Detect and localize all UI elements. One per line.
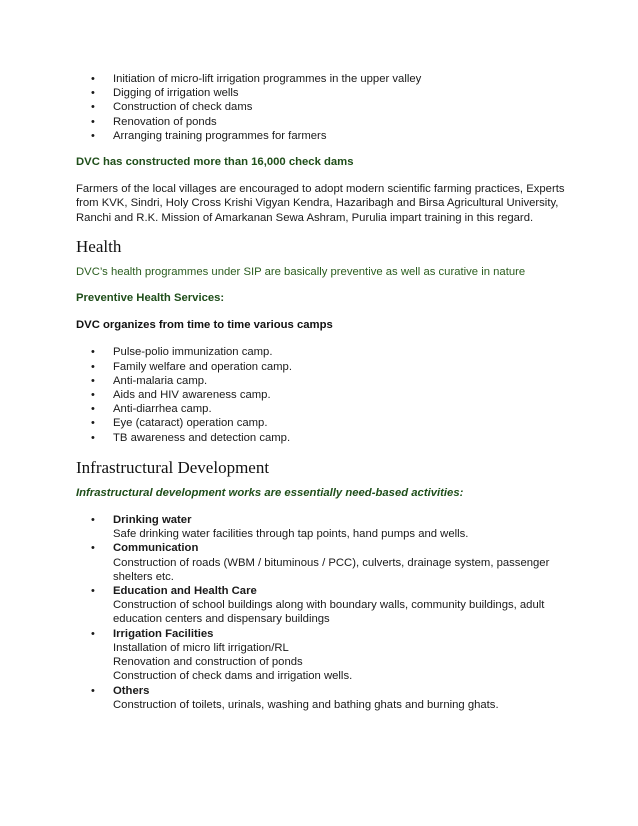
- item-line: Installation of micro lift irrigation/RL: [113, 641, 289, 654]
- list-item: • Initiation of micro-lift irrigation programmes in the upper valley: [76, 72, 578, 86]
- list-item: • Construction of check dams: [76, 100, 578, 114]
- list-item: • Anti-malaria camp.: [76, 374, 578, 388]
- camps-heading: DVC organizes from time to time various camps: [76, 319, 333, 332]
- infra-intro: Infrastructural development works are essentially need-based activities:: [76, 486, 464, 499]
- item-line: Construction of school buildings along with boundary walls, community buildings, adult education centers and dispensary buildings: [113, 599, 545, 626]
- preventive-heading: Preventive Health Services:: [76, 292, 225, 305]
- list-item-drinking-water: [76, 513, 578, 541]
- infra-list: [76, 513, 578, 712]
- item-line: Safe drinking water facilities through tap points, hand pumps and wells.: [113, 528, 469, 541]
- check-dams-heading: DVC has constructed more than 16,000 check dams: [76, 156, 354, 169]
- list-item: • Digging of irrigation wells: [76, 86, 578, 100]
- camps-list: [76, 345, 578, 444]
- health-heading: Health: [76, 236, 122, 256]
- item-line: Construction of toilets, urinals, washing and bathing ghats and burning ghats.: [113, 698, 499, 711]
- list-item: • Aids and HIV awareness camp.: [76, 388, 578, 402]
- list-item-others: [76, 684, 578, 712]
- list-item: • Anti-diarrhea camp.: [76, 402, 578, 416]
- list-item: • Pulse-polio immunization camp.: [76, 345, 578, 359]
- item-title: • Education and Health Care: [113, 585, 257, 598]
- item-title: • Irrigation Facilities: [113, 627, 214, 640]
- list-item-education-health: [76, 584, 578, 627]
- item-line: Construction of check dams and irrigation wells.: [113, 670, 353, 683]
- list-item: • Arranging training programmes for farmers: [76, 129, 578, 143]
- item-line: Renovation and construction of ponds: [113, 656, 303, 669]
- item-line: Construction of roads (WBM / bituminous / PCC), culverts, drainage system, passenger shelters etc.: [113, 556, 550, 583]
- infra-heading: Infrastructural Development: [76, 457, 270, 477]
- irrigation-list: [76, 72, 578, 143]
- list-item-communication: [76, 541, 578, 584]
- item-title: • Drinking water: [113, 514, 192, 527]
- item-title: • Communication: [113, 542, 199, 555]
- health-intro: DVC’s health programmes under SIP are basically preventive as well as curative in nature: [76, 265, 526, 278]
- list-item: • TB awareness and detection camp.: [76, 431, 578, 445]
- list-item: • Family welfare and operation camp.: [76, 360, 578, 374]
- item-title: • Others: [113, 684, 150, 697]
- farmers-paragraph: Farmers of the local villages are encouraged to adopt modern scientific farming practices, Experts from KVK, Sindri, Holy Cross Krishi Vigyan Kendra, Hazaribagh and Birsa Agricultural University, Ranchi and R.K. Mission of Amarkanan Sewa Ashram, Purulia impart training in this regard.: [76, 183, 565, 224]
- list-item: • Eye (cataract) operation camp.: [76, 416, 578, 430]
- list-item: • Renovation of ponds: [76, 115, 578, 129]
- list-item-irrigation: [76, 627, 578, 684]
